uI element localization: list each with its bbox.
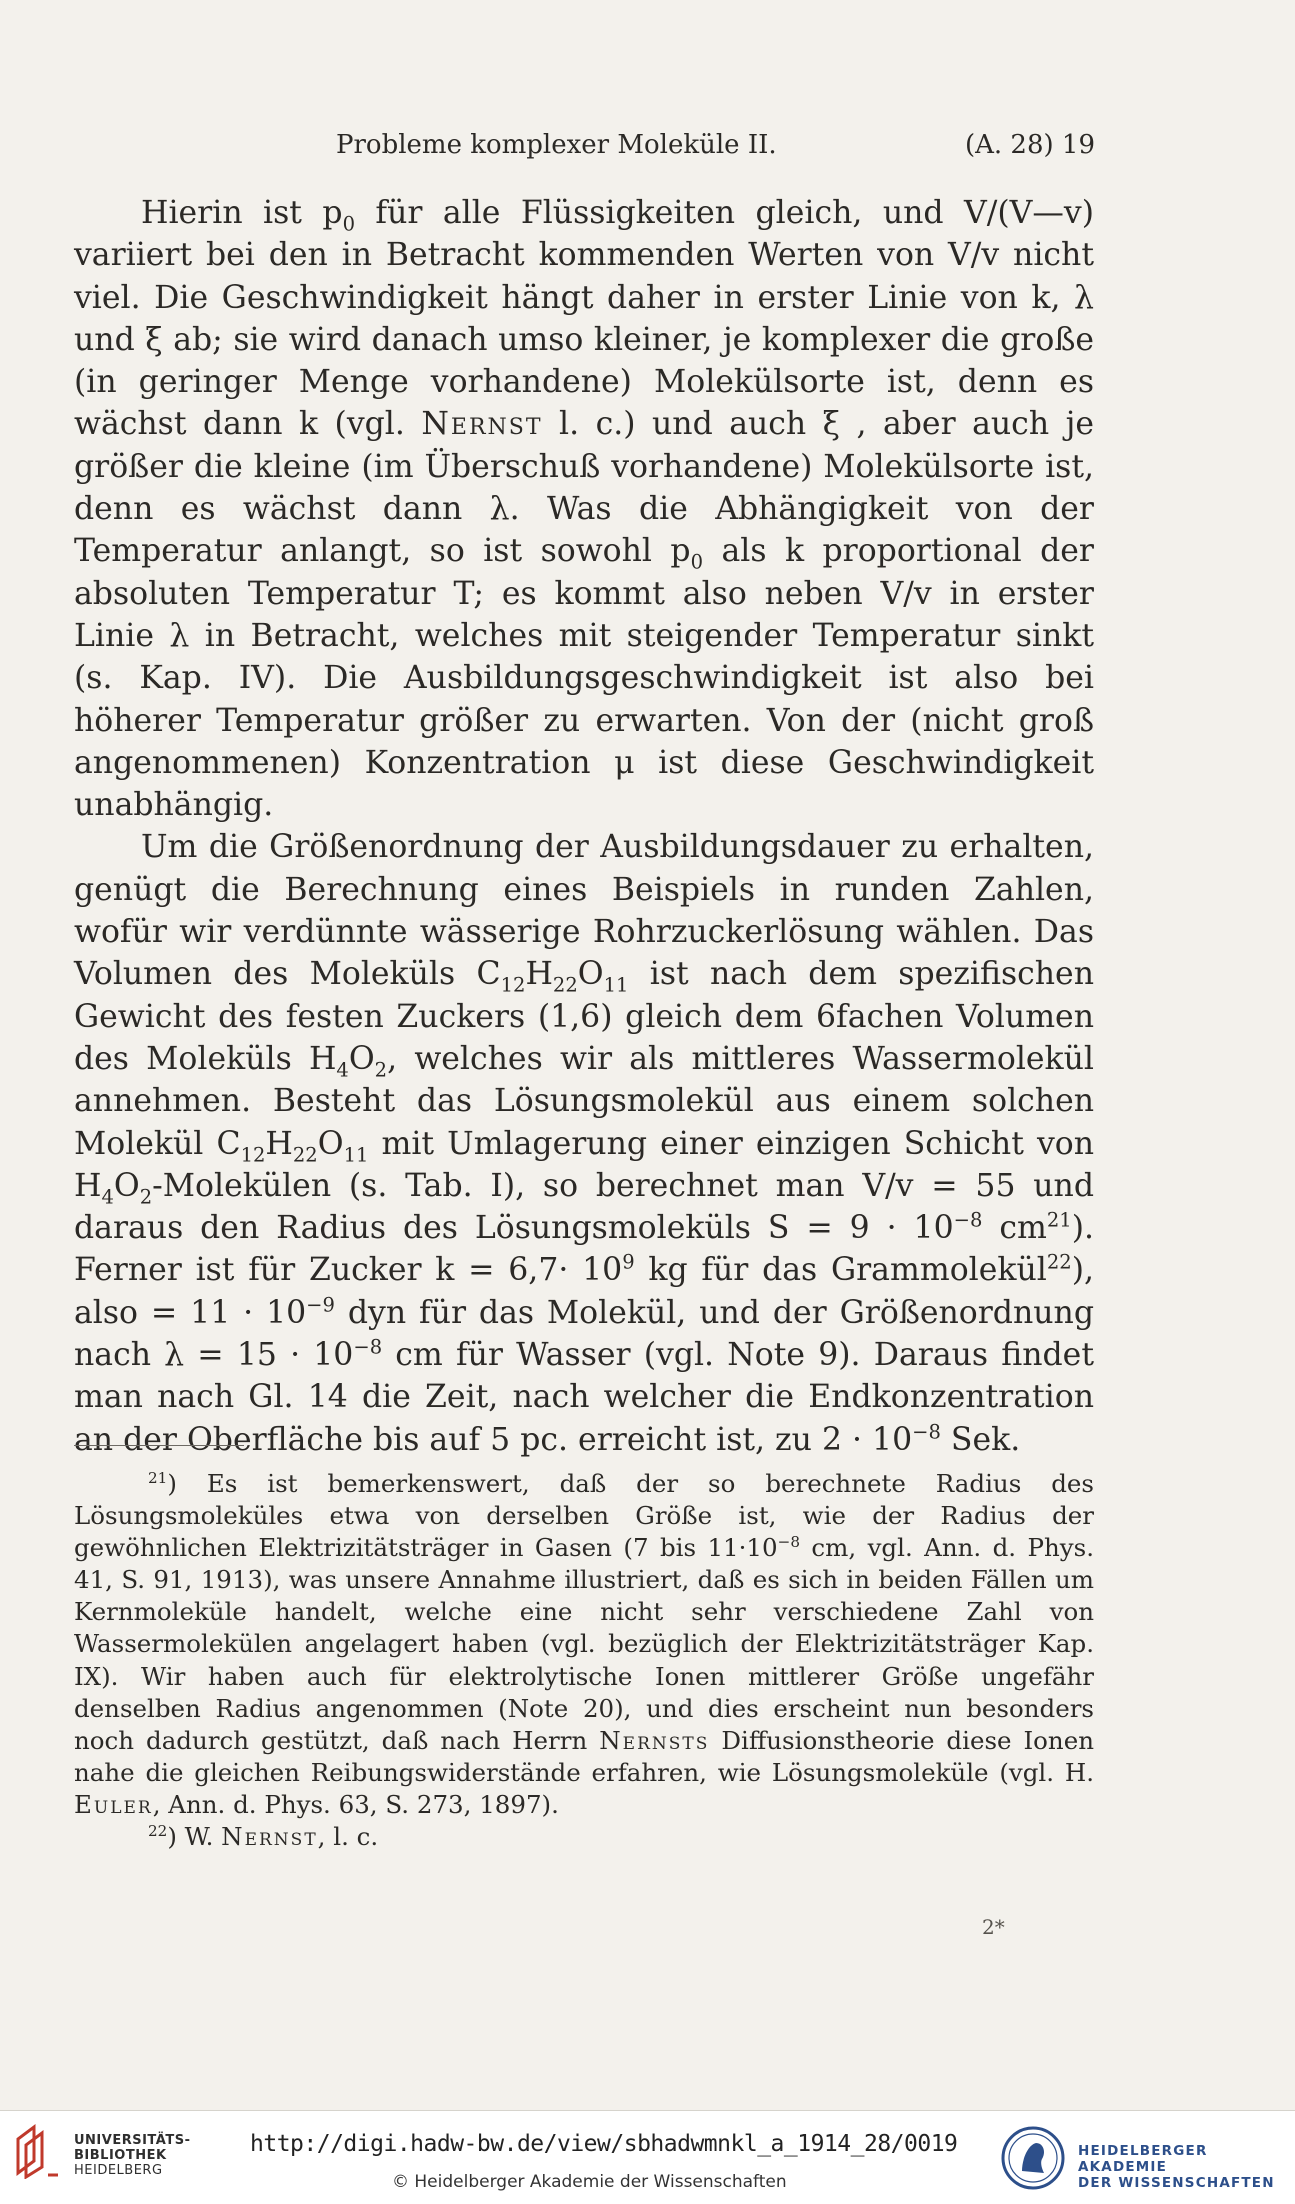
footnote-ref: 22 [1046,1250,1072,1274]
footnote-ref: 21 [1046,1208,1072,1232]
university-library-logo-icon[interactable] [12,2123,62,2179]
paragraph: Hierin ist $p_0$ für alle Flüssigkeiten gleich, und V/(V—v) variiert bei den in Betracht kommenden Werten von V/v nicht viel. Die Geschwindigkeit hängt daher in erster Linie von k, λ und ξ ab; sie wird danach umso kleiner, je komplexer die große (in geringer Menge vorhandene) Molekülsorte ist, denn es wächst dann k (vgl. Nernst l. c.) und auch ξ , aber auch je größer die kleine (im Überschuß vorhandene) Molekülsorte ist, denn es wächst dann λ. Was die Abhängigkeit von der Temperatur anlangt, so ist sowohl $p_0$ als k proportional der absoluten Temperatur T; es kommt also neben V/v in erster Linie λ in Betracht, welches mit steigender Temperatur sinkt (s. Kap. IV). Die Ausbildungsgeschwindigkeit ist also bei höherer Temperatur größer zu erwarten. Von der (nicht groß angenommenen) Konzentration μ ist diese Geschwindigkeit unabhängig. [74,195,1095,824]
footnote-22: $^{22}$) W. Nernst, l. c. [148,1821,379,1852]
running-header [74,130,1095,170]
academy-seal-icon[interactable] [1000,2125,1066,2191]
page-reference: (A. 28) 19 [964,130,1095,160]
viewer-footer [0,2110,1295,2204]
main-text [74,192,1094,1461]
author-name: Nernst [421,406,543,443]
university-library-name: UNIVERSITÄTS- BIBLIOTHEK HEIDELBERG [74,2133,191,2178]
footnotes [74,1468,1094,1853]
page-signature: 2* [982,1915,1005,1939]
paragraph: Um die Größenordnung der Ausbildungsdauer zu erhalten, genügt die Berechnung eines Beispiels in runden Zahlen, wofür wir verdünnte wässerige Rohrzuckerlösung wählen. Das Volumen des Moleküls $C_{12}H_{22}O_{11}$ ist nach dem spezifischen Gewicht des festen Zuckers (1,6) gleich dem 6fachen Volumen des Moleküls $H_4O_2$, welches wir als mittleres Wassermolekül annehmen. Besteht das Lösungsmolekül aus einem solchen Molekül $C_{12}H_{22}O_{11}$ mit Umlagerung einer einzigen Schicht von $H_4O_2$-Molekülen (s. Tab. I), so berechnet man V/v = 55 und daraus den Radius des Lösungsmoleküls $S = 9 \cdot 10^{-8}$ $cm^{21}$). Ferner ist für Zucker $k = 6,7\cdot 10^9$ kg für das Grammolekül$^{22}$), also = $11 \cdot 10^{-9}$ dyn für das Molekül, und der Größenordnung nach $\lambda = 15 \cdot 10^{-8}$ cm für Wasser (vgl. Note 9). Daraus findet man nach Gl. 14 die Zeit, nach welcher die Endkonzentration an der Oberfläche bis auf 5 pc. erreicht ist, zu $2 \cdot 10^{-8}$ Sek. [74,829,1094,1458]
academy-name: HEIDELBERGER AKADEMIE DER WISSENSCHAFTEN [1078,2143,1275,2191]
permalink-url[interactable]: http://digi.hadw-bw.de/view/sbhadwmnkl_a_1914_28/0019 [250,2131,958,2157]
running-title: Probleme komplexer Moleküle II. [336,130,777,160]
footnote-21: $^{21}$) Es ist bemerkenswert, daß der so berechnete Radius des Lösungsmoleküles etwa von derselben Größe ist, wie der Radius der gewöhnlichen Elektrizitätsträger in Gasen (7 bis $11\cdot 10^{-8}$ cm, vgl. Ann. d. Phys. 41, S. 91, 1913), was unsere Annahme illustriert, daß es sich in beiden Fällen um Kernmoleküle handelt, welche eine nicht sehr verschiedene Zahl von Wassermolekülen angelagert haben (vgl. bezüglich der Elektrizitätsträger Kap. IX). Wir haben auch für elektrolytische Ionen mittlerer Größe ungefähr denselben Radius angenommen (Note 20), und dies erscheint nun besonders noch dadurch gestützt, daß nach Herrn Nernsts Diffusionstheorie diese Ionen nahe die gleichen Reibungswiderstände erfahren, wie Lösungsmoleküle (vgl. H. Euler, Ann. d. Phys. 63, S. 273, 1897). [74,1468,1094,1819]
footnote-divider [74,1445,244,1446]
copyright-notice: © Heidelberger Akademie der Wissenschaften [392,2172,787,2192]
